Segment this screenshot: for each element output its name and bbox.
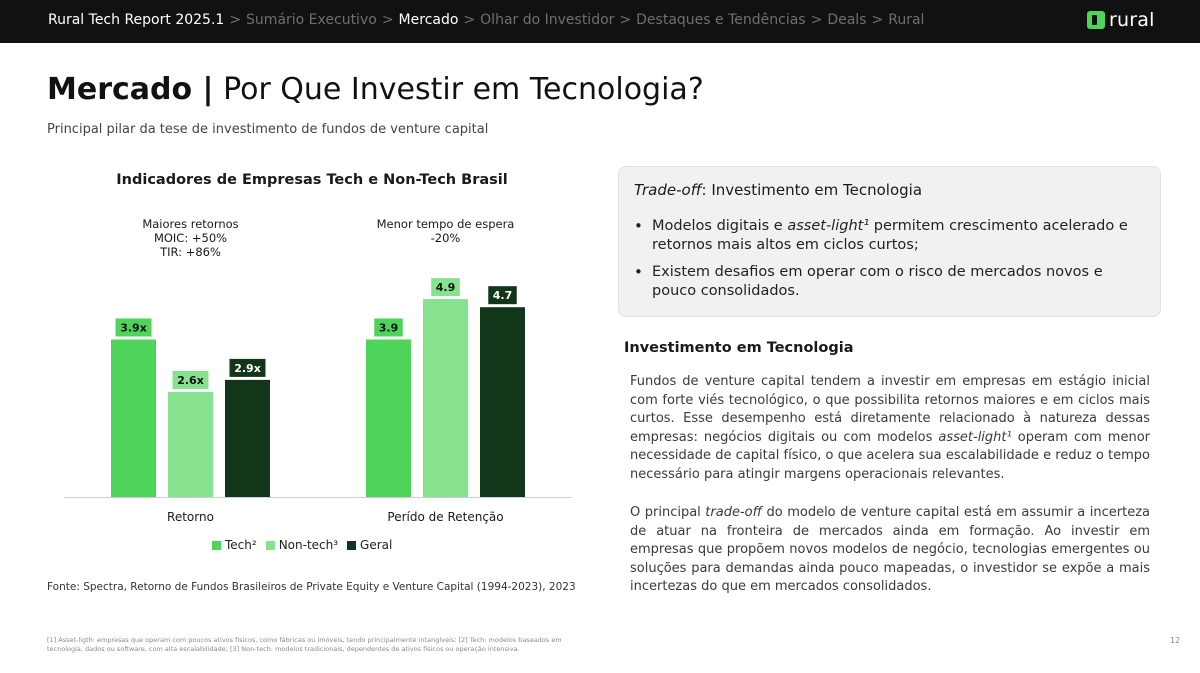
tradeoff-bullets [634,217,1149,309]
breadcrumb: Rural Tech Report 2025.1 > Sumário Executivo > Mercado > Olhar do Investidor > Destaques e Tendências > Deals > Rural [48,12,925,28]
annotation-perido-de-retencao-1: Menor tempo de espera [376,217,515,231]
data-label-retorno-geral: 2.9x [234,361,261,375]
top-navigation-bar [0,0,1200,43]
annotation-retorno-1: Maiores retornos [142,217,239,231]
rural-logo [1087,9,1155,31]
page-subtitle: Principal pilar da tese de investimento de fundos de venture capital [47,122,489,137]
bar-retorno-tech [111,340,156,498]
rural-logo-text: rural [1109,9,1155,31]
legend-item-non-tech [266,538,338,552]
legend-item-geral [347,538,392,552]
breadcrumb-item-sumario[interactable]: Sumário Executivo [246,12,377,28]
breadcrumb-item-olhar-investidor[interactable]: Olhar do Investidor [480,12,615,28]
chart-legend [212,538,401,552]
bar-perido-de-retencao-non-tech [423,299,468,497]
breadcrumb-item-mercado[interactable]: Mercado [398,12,459,28]
legend-label-tech: Tech² [225,538,257,552]
bar-retorno-non-tech [168,392,213,497]
data-label-perido-de-retencao-geral: 4.7 [492,289,513,303]
x-tick-label-retorno: Retorno [167,510,214,524]
data-label-perido-de-retencao-non-tech: 4.9 [435,281,456,295]
data-label-perido-de-retencao-tech: 3.9 [378,321,399,335]
footnote: [1] Asset-ligth: empresas que operam com poucos ativos físicos, como fábricas ou imóveis, tendo principalmente intangíveis; [2] Tech: modelos baseados em tecnologia, dados ou software, com alta escalabilidade; [3] Non-tech: modelos tradicionais, dependentes de ativos físicos ou operação intensiva. [47,636,562,653]
bar-chart [40,205,580,530]
page-number: 12 [1170,636,1181,645]
tradeoff-box [618,166,1161,317]
investment-paragraph-1: Fundos de venture capital tendem a investir em empresas em estágio inicial com forte viés tecnológico, o que possibilita retornos maiores e em ciclos mais curtos. Esse desempenho está diretamente relacionado à natureza dessas empresas: negócios digitais ou com modelos asset-light¹ operam com menor necessidade de capital físico, o que acelera sua escalabilidade e reduz o tempo necessário para atingir margens operacionais relevantes. [630,374,1150,482]
bar-retorno-geral [225,380,270,497]
bar-perido-de-retencao-tech [366,340,411,498]
legend-swatch-tech [212,541,221,550]
breadcrumb-separator: > [229,12,242,28]
legend-label-non-tech: Non-tech³ [278,538,339,552]
page-title [47,72,704,107]
investment-heading: Investimento em Tecnologia [624,340,854,356]
breadcrumb-item-destaques[interactable]: Destaques e Tendências [636,12,806,28]
breadcrumb-item-deals[interactable]: Deals [827,12,867,28]
chart-title: Indicadores de Empresas Tech e Non-Tech Brasil [116,172,508,188]
breadcrumb-item-rural[interactable]: Rural [888,12,925,28]
legend-swatch-geral [347,541,356,550]
annotation-retorno-2: MOIC: +50% [153,231,228,245]
tradeoff-bullet-2: • Existem desafios em operar com o risco de mercados novos e pouco consolidados. [634,263,1149,300]
tradeoff-title-rest: : Investimento em Tecnologia [701,181,923,199]
data-label-retorno-non-tech: 2.6x [177,374,204,387]
tradeoff-bullet-1: • Modelos digitais e asset-light¹ permitem crescimento acelerado e retornos mais altos em ciclos curtos; [634,217,1149,254]
legend-item-tech [212,538,257,552]
page-title-text: Por Que Investir em Tecnologia? [223,72,704,107]
chart-source: Fonte: Spectra, Retorno de Fundos Brasileiros de Private Equity e Venture Capital (1994-2023), 2023 [47,581,576,593]
legend-label-geral: Geral [360,538,393,552]
investment-paragraph-2: O principal trade-off do modelo de venture capital está em assumir a incerteza de atuar na fronteira de mercados ainda em formação. Ao investir em empresas que propõem novos modelos de negócio, tecnologias emergentes ou soluções para demandas ainda pouco mapeadas, o investidor se expõe a mais incertezas do que em mercados consolidados. [630,505,1150,595]
tradeoff-title [634,181,922,199]
rural-logo-icon [1087,11,1105,29]
page-title-section: Mercado | [47,72,214,107]
tradeoff-title-italic: Trade-off [634,181,702,199]
bar-perido-de-retencao-geral [480,307,525,497]
report-brand[interactable]: Rural Tech Report 2025.1 [48,12,225,28]
data-label-retorno-tech: 3.9x [120,321,147,335]
x-tick-label-perido-de-retencao: Perído de Retenção [387,510,504,524]
annotation-retorno-3: TIR: +86% [160,245,221,259]
annotation-perido-de-retencao-2: -20% [430,231,461,245]
legend-swatch-non-tech [266,541,275,550]
